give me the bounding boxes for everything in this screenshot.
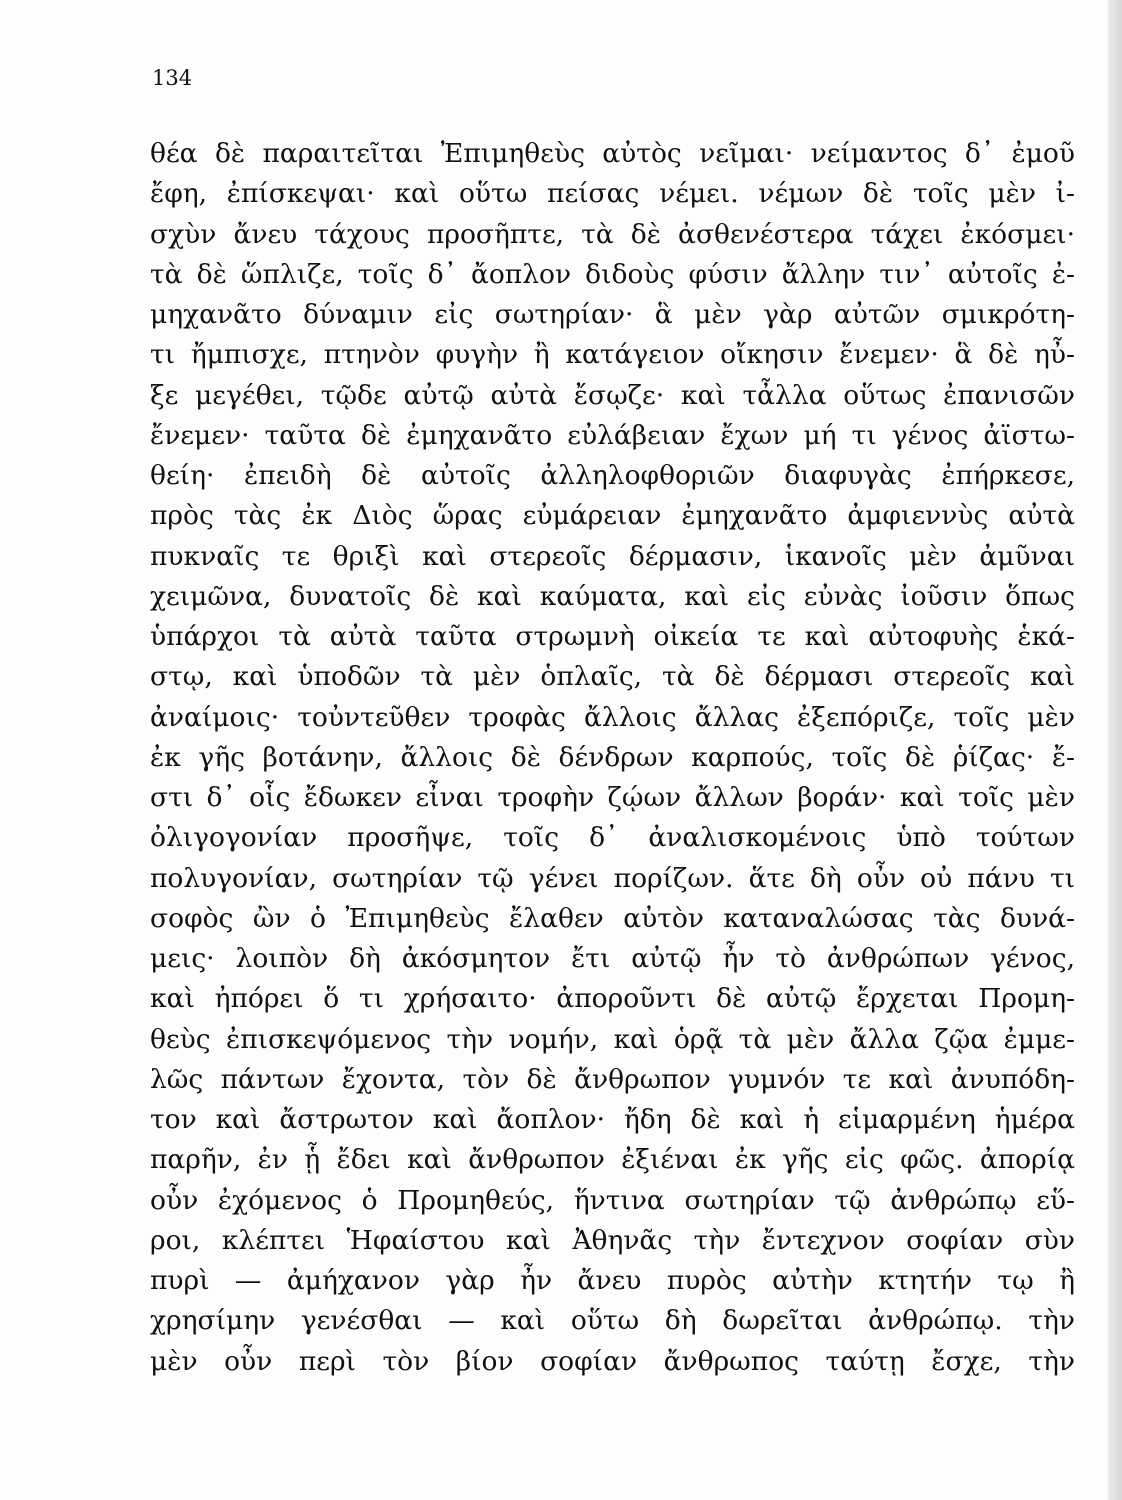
text-line: χειμῶνα, δυνατοῖς δὲ καὶ καύματα, καὶ εἰς εὐνὰς ἰοῦσιν ὅπως (150, 580, 1075, 612)
text-line: λῶς πάντων ἔχοντα, τὸν δὲ ἄνθρωπον γυμνόν τε καὶ ἀνυπόδη- (150, 1063, 1075, 1095)
text-line: σοφὸς ὢν ὁ Ἐπιμηθεὺς ἔλαθεν αὐτὸν καταναλώσας τὰς δυνά- (150, 902, 1075, 934)
text-line: θείη· ἐπειδὴ δὲ αὐτοῖς ἀλληλοφθοριῶν διαφυγὰς ἐπήρκεσε, (150, 460, 1075, 491)
text-line: μηχανᾶτο δύναμιν εἰς σωτηρίαν· ἃ μὲν γὰρ αὐτῶν σμικρότη- (150, 299, 1075, 330)
text-line: θεὺς ἐπισκεψόμενος τὴν νομήν, καὶ ὁρᾷ τὰ μὲν ἄλλα ζῷα ἐμμε- (150, 1023, 1075, 1055)
text-line: μεις· λοιπὸν δὴ ἀκόσμητον ἔτι αὐτῷ ἦν τὸ ἀνθρώπων γένος, (150, 943, 1075, 974)
text-line: ξε μεγέθει, τῷδε αὐτῷ αὐτὰ ἔσῳζε· καὶ τἆλλα οὕτως ἐπανισῶν (150, 379, 1075, 411)
text-line: τον καὶ ἄστρωτον καὶ ἄοπλον· ἤδη δὲ καὶ ἡ εἱμαρμένη ἡμέρα (150, 1104, 1075, 1135)
text-line: ἀναίμοις· τοὐντεῦθεν τροφὰς ἄλλοις ἄλλας ἐξεπόριζε, τοῖς μὲν (150, 701, 1075, 733)
text-line: θέα δὲ παραιτεῖται Ἐπιμηθεὺς αὐτὸς νεῖμαι· νείμαντος δ᾽ ἐμοῦ (150, 138, 1075, 169)
text-line: σχὺν ἄνευ τάχους προσῆπτε, τὰ δὲ ἀσθενέστερα τάχει ἐκόσμει· (150, 218, 1075, 250)
page-edge-shadow (1108, 0, 1122, 1500)
text-line: ροι, κλέπτει Ἡφαίστου καὶ Ἀθηνᾶς τὴν ἔντεχνον σοφίαν σὺν (150, 1224, 1075, 1256)
text-line: τι ἤμπισχε, πτηνὸν φυγὴν ἢ κατάγειον οἴκησιν ἔνεμεν· ἃ δὲ ηὖ- (150, 339, 1075, 371)
text-line: ἐκ γῆς βοτάνην, ἄλλοις δὲ δένδρων καρπούς, τοῖς δὲ ῥίζας· ἔ- (150, 741, 1075, 773)
text-line: πρὸς τὰς ἐκ Διὸς ὥρας εὐμάρειαν ἐμηχανᾶτο ἀμφιεννὺς αὐτὰ (150, 500, 1075, 532)
text-line: ἔνεμεν· ταῦτα δὲ ἐμηχανᾶτο εὐλάβειαν ἔχων μή τι γένος ἀϊστω- (150, 419, 1075, 451)
text-line: ὀλιγογονίαν προσῆψε, τοῖς δ᾽ ἀναλισκομένοις ὑπὸ τούτων (150, 822, 1075, 854)
text-line: παρῆν, ἐν ᾗ ἔδει καὶ ἄνθρωπον ἐξιέναι ἐκ γῆς εἰς φῶς. ἀπορίᾳ (150, 1144, 1075, 1176)
text-line: οὖν ἐχόμενος ὁ Προμηθεύς, ἥντινα σωτηρίαν τῷ ἀνθρώπῳ εὕ- (150, 1184, 1075, 1216)
text-line: στι δ᾽ οἷς ἔδωκεν εἶναι τροφὴν ζῴων ἄλλων βοράν· καὶ τοῖς μὲν (150, 782, 1075, 813)
text-line: στῳ, καὶ ὑποδῶν τὰ μὲν ὁπλαῖς, τὰ δὲ δέρμασι στερεοῖς καὶ (150, 661, 1075, 693)
text-line: τὰ δὲ ὥπλιζε, τοῖς δ᾽ ἄοπλον διδοὺς φύσιν ἄλλην τιν᾽ αὐτοῖς ἐ- (150, 258, 1075, 290)
text-line: μὲν οὖν περὶ τὸν βίον σοφίαν ἄνθρωπος ταύτῃ ἔσχε, τὴν (150, 1345, 1075, 1377)
text-line: πυκναῖς τε θριξὶ καὶ στερεοῖς δέρμασιν, ἱκανοῖς μὲν ἀμῦναι (150, 540, 1075, 572)
text-line: καὶ ἠπόρει ὅ τι χρήσαιτο· ἀποροῦντι δὲ αὐτῷ ἔρχεται Προμη- (150, 983, 1075, 1015)
text-line: ὑπάρχοι τὰ αὐτὰ ταῦτα στρωμνὴ οἰκεία τε καὶ αὐτοφυὴς ἑκά- (150, 621, 1075, 652)
text-line: χρησίμην γενέσθαι — καὶ οὕτω δὴ δωρεῖται ἀνθρώπῳ. τὴν (150, 1305, 1075, 1337)
text-line: πολυγονίαν, σωτηρίαν τῷ γένει πορίζων. ἅτε δὴ οὖν οὐ πάνυ τι (150, 862, 1075, 894)
text-line: ἔφη, ἐπίσκεψαι· καὶ οὕτω πείσας νέμει. νέμων δὲ τοῖς μὲν ἰ- (150, 178, 1075, 210)
greek-text-body (150, 134, 1075, 1382)
page-number: 134 (152, 66, 193, 90)
text-line: πυρὶ — ἀμήχανον γὰρ ἦν ἄνευ πυρὸς αὐτὴν κτητήν τῳ ἢ (150, 1265, 1075, 1296)
